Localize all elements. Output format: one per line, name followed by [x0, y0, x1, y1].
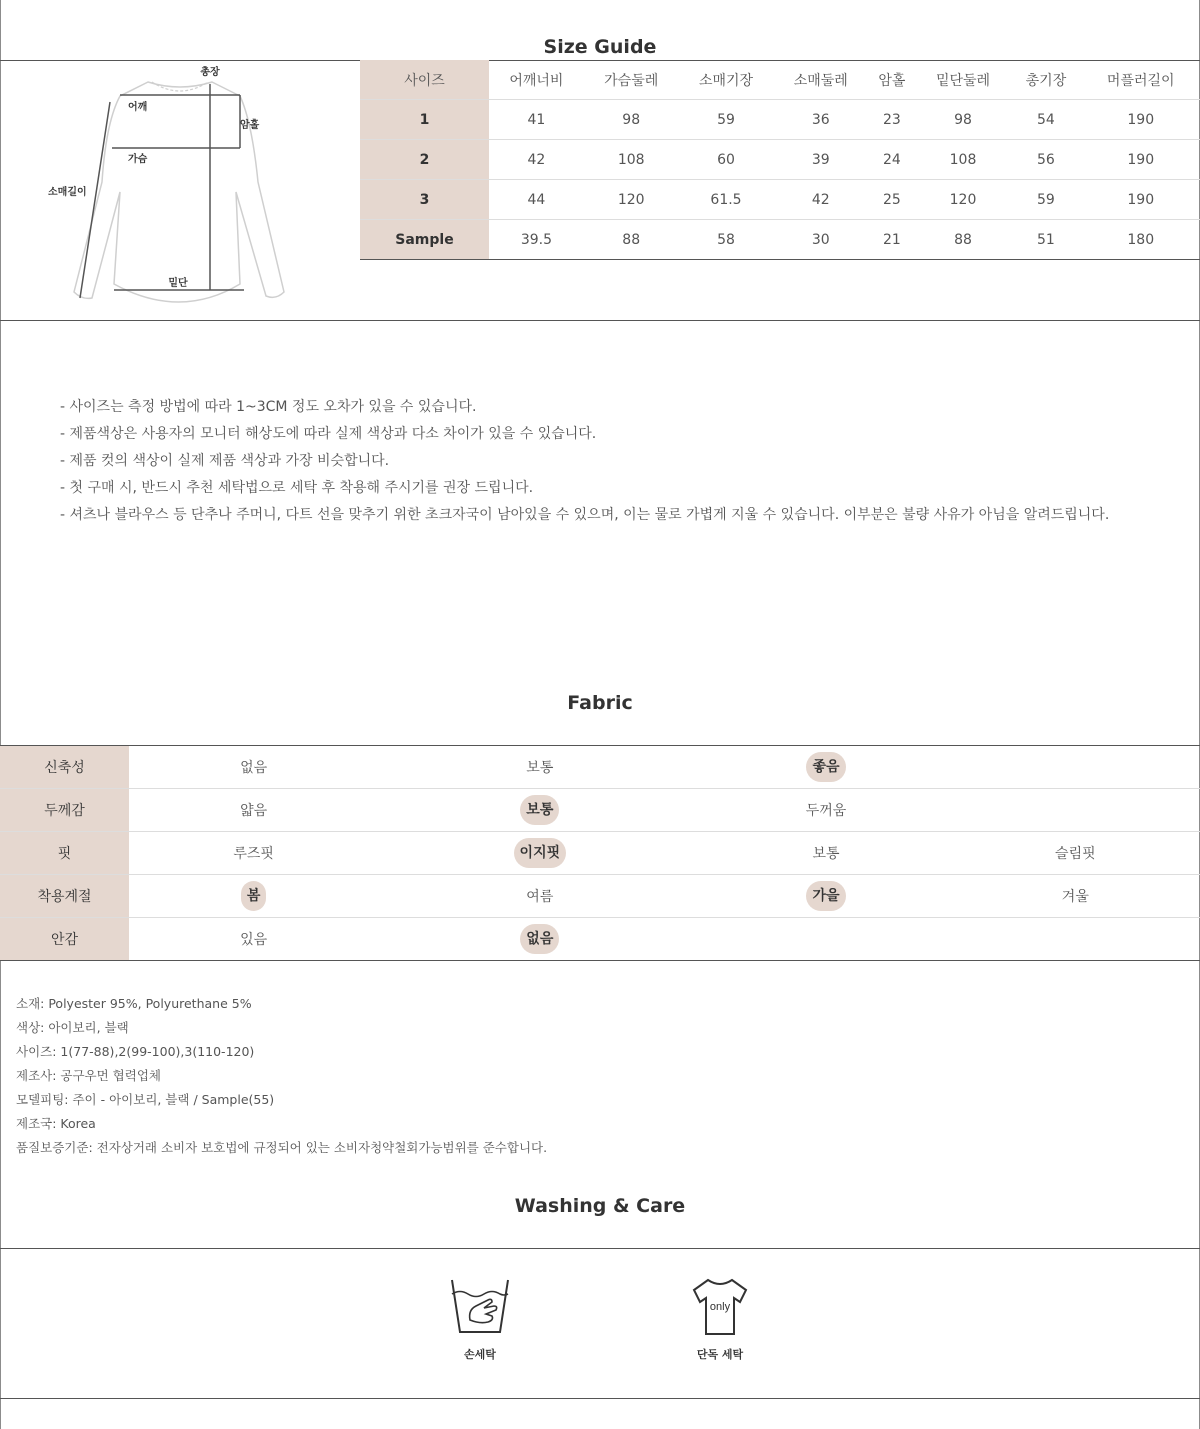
size-cell: 54 [1010, 100, 1081, 140]
size-cell: 120 [916, 180, 1011, 220]
size-cell: 39 [773, 140, 868, 180]
size-col-header: 머플러길이 [1081, 60, 1200, 100]
size-table-row [360, 100, 1200, 140]
fabric-option: 없음 [520, 924, 559, 954]
size-col-header: 총기장 [1010, 60, 1081, 100]
size-table-row [360, 220, 1200, 260]
fabric-option-cell [129, 918, 378, 961]
note-item: - 제품 컷의 색상이 실제 제품 색상과 가장 비슷합니다. [60, 453, 390, 469]
spec-item: 소재: Polyester 95%, Polyurethane 5% [16, 996, 252, 1011]
size-cell: 42 [773, 180, 868, 220]
garment-outline [74, 82, 284, 302]
fabric-row [0, 875, 1200, 918]
fabric-option: 봄 [241, 881, 267, 911]
note-item: - 사이즈는 측정 방법에 따라 1~3CM 정도 오차가 있을 수 있습니다. [60, 399, 477, 415]
size-cell: 30 [773, 220, 868, 260]
size-cell: 108 [584, 140, 679, 180]
fabric-option-cell [951, 918, 1200, 961]
fabric-option: 루즈핏 [233, 846, 274, 862]
size-cell: 23 [868, 100, 915, 140]
fabric-option: 가을 [806, 881, 845, 911]
size-col-header: 어깨너비 [489, 60, 584, 100]
fabric-option-cell [951, 789, 1200, 832]
size-table-row [360, 180, 1200, 220]
size-cell: 180 [1081, 220, 1200, 260]
size-cell: 41 [489, 100, 584, 140]
size-cell: 88 [584, 220, 679, 260]
shoulder-label: 어깨 [128, 102, 148, 113]
total-length-label: 총장 [200, 67, 220, 78]
fabric-row-label: 안감 [0, 918, 129, 961]
size-cell: 39.5 [489, 220, 584, 260]
chest-label: 가슴 [128, 154, 148, 165]
fabric-row-label: 착용계절 [0, 875, 129, 918]
care-top-rule [0, 1248, 1200, 1249]
size-cell: 44 [489, 180, 584, 220]
fabric-option-cell [378, 875, 701, 918]
armhole-label: 암홀 [240, 120, 260, 131]
note-item: - 셔츠나 블라우스 등 단추나 주머니, 다트 선을 맞추기 위한 초크자국이 남아있을 수 있으며, 이는 물로 가볍게 지울 수 있습니다. 이부분은 불량 사유가 아님을 알려드립니다. [60, 507, 1110, 523]
size-row-label: 1 [360, 100, 489, 140]
size-cell: 59 [679, 100, 774, 140]
fabric-option: 보통 [526, 760, 554, 776]
size-cell: 56 [1010, 140, 1081, 180]
care-label: 손세탁 [464, 1348, 496, 1361]
garment-diagram [40, 62, 320, 318]
notes-list [60, 394, 1109, 529]
size-cell: 51 [1010, 220, 1081, 260]
fabric-option-cell [701, 789, 950, 832]
size-cell: 36 [773, 100, 868, 140]
size-cell: 190 [1081, 180, 1200, 220]
fabric-option-cell [378, 746, 701, 789]
size-cell: 98 [916, 100, 1011, 140]
sleeve-length-line [80, 102, 110, 298]
size-row-label: Sample [360, 220, 489, 260]
spec-item: 제조사: 공구우먼 협력업체 [16, 1068, 161, 1083]
size-cell: 190 [1081, 100, 1200, 140]
fabric-option: 두꺼움 [805, 803, 847, 819]
size-col-header: 사이즈 [360, 60, 489, 100]
fabric-option-cell [951, 832, 1200, 875]
size-cell: 58 [679, 220, 774, 260]
fabric-option: 없음 [240, 760, 268, 776]
size-cell: 59 [1010, 180, 1081, 220]
size-table-row [360, 140, 1200, 180]
care-item-separate-wash [660, 1276, 780, 1362]
size-cell: 120 [584, 180, 679, 220]
fabric-option: 보통 [520, 795, 559, 825]
size-col-header: 밑단둘레 [916, 60, 1011, 100]
size-row-label: 2 [360, 140, 489, 180]
size-cell: 108 [916, 140, 1011, 180]
note-item: - 첫 구매 시, 반드시 추천 세탁법으로 세탁 후 착용해 주시기를 권장 드립니다. [60, 480, 534, 496]
size-col-header: 소매둘레 [773, 60, 868, 100]
size-cell: 21 [868, 220, 915, 260]
separate-wash-icon [688, 1276, 752, 1338]
fabric-row-label: 신축성 [0, 746, 129, 789]
size-guide-bottom-rule [0, 320, 1200, 321]
size-cell: 61.5 [679, 180, 774, 220]
hem-label: 밑단 [168, 278, 188, 289]
fabric-option-cell [951, 746, 1200, 789]
care-bottom-rule [0, 1398, 1200, 1399]
fabric-option: 있음 [240, 932, 268, 948]
fabric-option-cell [129, 746, 378, 789]
size-table [360, 60, 1200, 260]
fabric-row-label: 핏 [0, 832, 129, 875]
size-cell: 190 [1081, 140, 1200, 180]
fabric-option: 보통 [812, 846, 840, 862]
size-cell: 25 [868, 180, 915, 220]
fabric-row [0, 746, 1200, 789]
fabric-option: 겨울 [1061, 889, 1089, 905]
size-cell: 60 [679, 140, 774, 180]
size-col-header: 소매기장 [679, 60, 774, 100]
fabric-option: 여름 [526, 889, 554, 905]
hand-wash-icon [448, 1276, 512, 1338]
fabric-option-cell [701, 832, 950, 875]
size-cell: 88 [916, 220, 1011, 260]
fabric-row-label: 두께감 [0, 789, 129, 832]
note-item: - 제품색상은 사용자의 모니터 해상도에 따라 실제 색상과 다소 차이가 있을 수 있습니다. [60, 426, 597, 442]
size-col-header: 암홀 [868, 60, 915, 100]
fabric-row [0, 789, 1200, 832]
fabric-table [0, 746, 1200, 961]
spec-item: 색상: 아이보리, 블랙 [16, 1020, 129, 1035]
fabric-option-cell [129, 875, 378, 918]
fabric-row [0, 918, 1200, 961]
separate-wash-icon-text: only [709, 1301, 731, 1313]
fabric-option-cell [129, 832, 378, 875]
fabric-option-cell [378, 918, 701, 961]
fabric-option-cell [378, 832, 701, 875]
fabric-row [0, 832, 1200, 875]
sleeve-length-label: 소매길이 [48, 187, 87, 198]
fabric-option: 슬림핏 [1055, 846, 1096, 862]
size-cell: 42 [489, 140, 584, 180]
size-cell: 98 [584, 100, 679, 140]
product-spec-list [16, 992, 547, 1160]
spec-item: 사이즈: 1(77-88),2(99-100),3(110-120) [16, 1044, 255, 1059]
fabric-option: 좋음 [806, 752, 845, 782]
size-table-header-row [360, 60, 1200, 100]
fabric-option-cell [951, 875, 1200, 918]
fabric-option: 얇음 [240, 803, 268, 819]
fabric-option-cell [701, 918, 950, 961]
fabric-option-cell [701, 746, 950, 789]
fabric-option: 이지핏 [514, 838, 567, 868]
size-cell: 24 [868, 140, 915, 180]
fabric-option-cell [378, 789, 701, 832]
fabric-option-cell [129, 789, 378, 832]
fabric-title: Fabric [567, 692, 633, 714]
care-title: Washing & Care [514, 1195, 686, 1217]
care-item-hand-wash [420, 1276, 540, 1362]
size-guide-title: Size Guide [543, 36, 657, 58]
fabric-option-cell [701, 875, 950, 918]
spec-item: 품질보증기준: 전자상거래 소비자 보호법에 규정되어 있는 소비자청약철회가능범위를 준수합니다. [16, 1140, 548, 1155]
care-label: 단독 세탁 [696, 1348, 744, 1361]
spec-item: 제조국: Korea [16, 1116, 96, 1131]
size-col-header: 가슴둘레 [584, 60, 679, 100]
size-row-label: 3 [360, 180, 489, 220]
spec-item: 모델피팅: 주이 - 아이보리, 블랙 / Sample(55) [16, 1092, 275, 1107]
